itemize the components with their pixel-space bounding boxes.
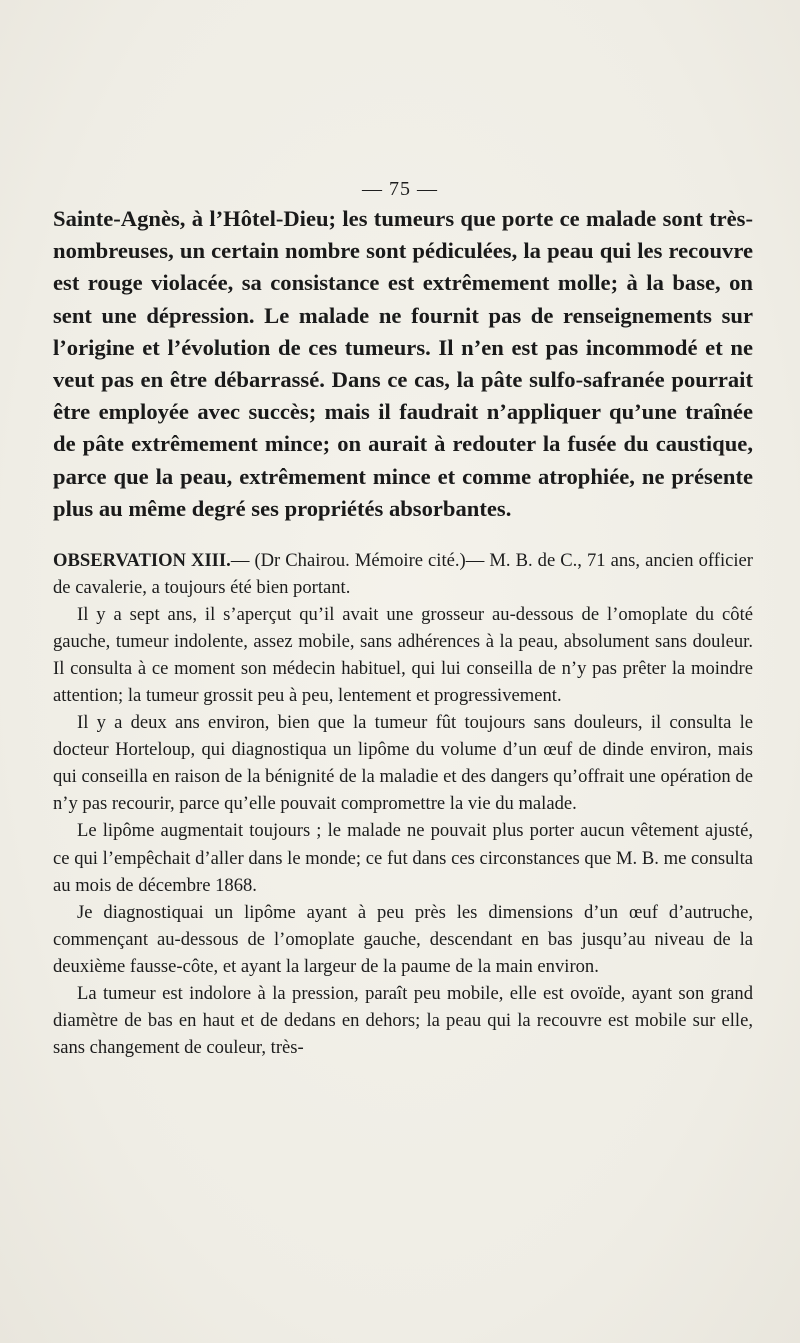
observation-heading: OBSERVATION XIII. (53, 550, 231, 571)
observation-intro: — (Dr Chairou. Mémoire cité.)— M. B. de C., 71 ans, ancien officier de cavalerie, a toujours été bien portant. (53, 550, 753, 599)
observation-paragraph: Il y a sept ans, il s’aperçut qu’il avait une grosseur au-dessous de l’omoplate du côté gauche, tumeur indolente, assez mobile, sans adhérences à la peau, absolument sans douleur. Il consulta à ce moment son médecin habituel, qui lui conseilla de n’y pas prêter la moindre attention; la tumeur grossit peu à peu, lentement et progressivement. (53, 604, 753, 707)
observation-paragraph: La tumeur est indolore à la pression, paraît peu mobile, elle est ovoïde, ayant son grand diamètre de bas en haut et de dedans en dehors; la peau qui la recouvre est mobile sur elle, sans changement de couleur, très- (53, 982, 753, 1058)
observation-paragraph: Je diagnostiquai un lipôme ayant à peu près les dimensions d’un œuf d’autruche, commençant au-dessous de l’omoplate gauche, descendant en bas jusqu’au niveau de la deuxième fausse-côte, et ayant la largeur de la paume de la main environ. (53, 901, 753, 977)
page-number: — 75 — (362, 178, 438, 200)
main-text-block (53, 203, 753, 525)
observation-intro-paragraph (53, 547, 753, 601)
observation-paragraph: Le lipôme augmentait toujours ; le malade ne pouvait plus porter aucun vêtement ajusté, ce qui l’empêchait d’aller dans le monde; ce fut dans ces circonstances que M. B. me consulta au mois de décembre 1868. (53, 820, 753, 896)
observation-section (53, 547, 753, 1061)
main-paragraph: Sainte-Agnès, à l’Hôtel-Dieu; les tumeurs que porte ce malade sont très-nombreuses, un certain nombre sont pédiculées, la peau qui les recouvre est rouge violacée, sa consistance est extrêmement molle; à la base, on sent une dépression. Le malade ne fournit pas de renseignements sur l’origine et l’évolution de ces tumeurs. Il n’en est pas incommodé et ne veut pas en être débarrassé. Dans ce cas, la pâte sulfo-safranée pourrait être employée avec succès; mais il faudrait n’appliquer qu’une traînée de pâte extrêmement mince; on aurait à redouter la fusée du caustique, parce que la peau, extrêmement mince et comme atrophiée, ne présente plus au même degré ses propriétés absorbantes. (53, 206, 753, 521)
observation-paragraph: Il y a deux ans environ, bien que la tumeur fût toujours sans douleurs, il consulta le docteur Horteloup, qui diagnostiqua un lipôme du volume d’un œuf de dinde environ, mais qui conseilla en raison de la bénignité de la maladie et des dangers qu’offrait une opération de n’y pas recourir, parce qu’elle pouvait compromettre la vie du malade. (53, 712, 753, 815)
